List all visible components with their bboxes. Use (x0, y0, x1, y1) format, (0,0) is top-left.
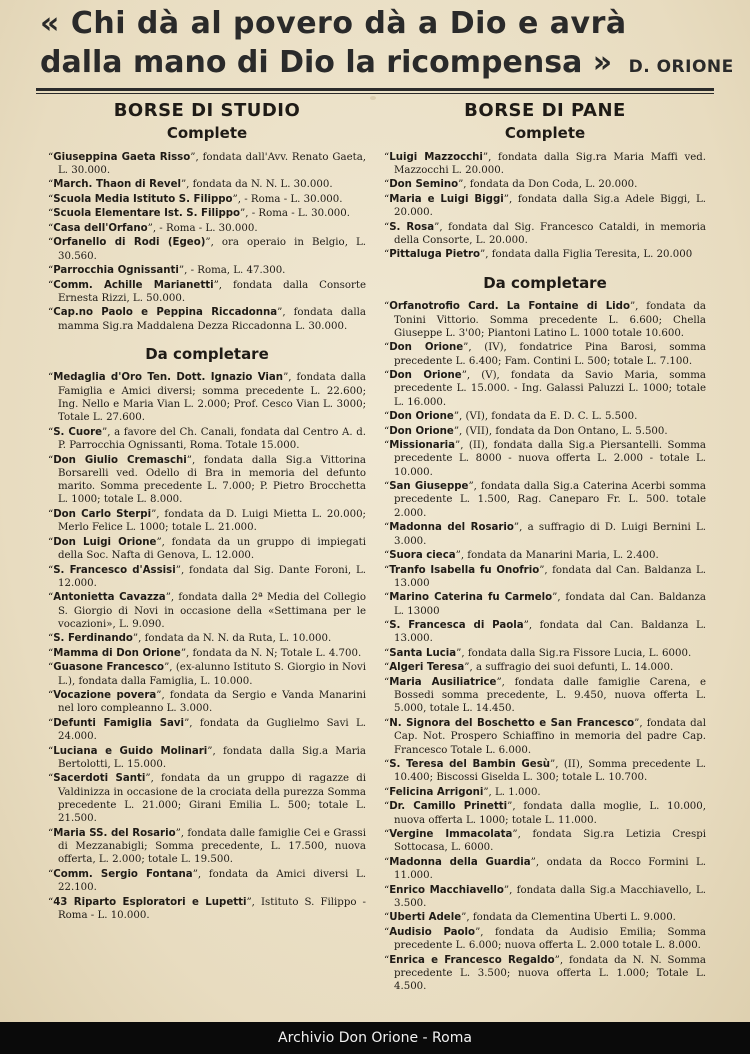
list-item: “Mamma di Don Orione”, fondata da N. N; Totale L. 4.700. (48, 647, 362, 659)
entry-name: Don Orione (389, 370, 462, 382)
entry-text: fondata da un gruppo di ragazze di Valdinizza in occasione de la crociata della purezza Somma precedente L. 21.000; Girani Emilia L. 500; totale L. 21.500. (58, 773, 366, 825)
entry-name: Enrica e Francesco Regaldo (389, 954, 555, 966)
entry-name: Algeri Teresa (389, 662, 465, 674)
entry-text: fondata da Tonini Vittorio. Somma precedente L. 6.600; Chella Giuseppe L. 3'00; Piantoni Latino L. 1000 totale 10.600. (394, 301, 706, 339)
entry-name: Maria Ausiliatrice (389, 676, 497, 688)
entry-text: (VII), fondata da Don Ontano, L. 5.500. (465, 425, 668, 437)
entry-text: fondata dalla Sig.ra Fissore Lucia, L. 6000. (467, 647, 692, 659)
quote-line-2-text: dalla mano di Dio la ricompensa » (40, 45, 613, 80)
entry-name: S. Cuore (53, 426, 103, 438)
entry-text: fondata da Clementina Uberti L. 9.000. (472, 912, 676, 924)
entry-name: Don Carlo Sterpi (53, 508, 152, 520)
list-item: “Marino Caterina fu Carmelo”, fondata dal Can. Baldanza L. 13000 (384, 592, 706, 617)
entry-text: fondata dalla Sig.a Maria Bertolotti, L. 15.000. (58, 745, 367, 770)
column-borse-di-studio (48, 100, 367, 924)
entry-text: fondata dal Sig. Dante Foroni, L. 12.000. (58, 564, 367, 589)
list-item: “Suora cieca”, fondata da Manarini Maria, L. 2.400. (384, 550, 659, 562)
entry-text: fondata dalla mamma Sig.ra Maddalena Dezza Riccadonna L. 30.000. (58, 307, 367, 332)
entry-text: (VI), fondata da E. D. C. L. 5.500. (465, 411, 638, 423)
list-item: “Cap.no Paolo e Peppina Riccadonna”, fondata dalla mamma Sig.ra Maddalena Dezza Riccadonna L. 30.000. (48, 307, 367, 332)
entry-text: ora operaio in Belgio, L. 30.560. (58, 237, 366, 262)
entry-name: Orfanello di Rodi (Egeo) (53, 237, 206, 249)
list-item: “Orfanello di Rodi (Egeo)”, ora operaio in Belgio, L. 30.560. (48, 237, 366, 262)
list-item: “Comm. Achille Marianetti”, fondata dalla Consorte Ernesta Rizzi, L. 50.000. (48, 279, 367, 304)
subsection-title-da-completare: Da completare (483, 273, 607, 292)
entry-text: fondata da N. N. da Ruta, L. 10.000. (144, 633, 332, 645)
entry-name: Maria e Luigi Biggi (389, 193, 504, 205)
entry-name: 43 Riparto Esploratori e Lupetti (53, 896, 247, 908)
list-item: “S. Francesco d'Assisi”, fondata dal Sig. Dante Foroni, L. 12.000. (48, 564, 367, 589)
entry-name: Tranfo Isabella fu Onofrio (389, 564, 540, 576)
entry-name: Uberti Adele (389, 912, 462, 924)
entry-text: fondata da un gruppo di impiegati della Soc. Nafta di Genova, L. 12.000. (58, 536, 366, 562)
entry-text: fondata dal Can. Baldanza L. 13000 (394, 592, 706, 617)
entry-name: Missionaria (389, 440, 455, 452)
entry-text: fondata da N. N. Somma precedente L. 3.500; nuova offerta L. 1.000; Totale L. 4.500. (394, 954, 706, 993)
list-item: “Luciana e Guido Molinari”, fondata dalla Sig.a Maria Bertolotti, L. 15.000. (48, 745, 367, 770)
entry-text: fondata dal Can. Baldanza L. 13.000. (394, 620, 707, 645)
entry-text: (II), fondata dalla Sig.a Piersantelli. Somma precedente L. 8000 - nuova offerta L. 2.000 - totale L. 10.000. (394, 440, 707, 478)
list-item: “Algeri Teresa”, a suffragio dei suoi defunti, L. 14.000. (384, 662, 674, 674)
entry-text: fondata dalla Figlia Teresita, L. 20.000 (491, 249, 693, 261)
list-item: “Maria SS. del Rosario”, fondata dalle famiglie Cei e Grassi di Mezzanabigli; Somma precedente, L. 17.500, nuova offerta, L. 2.000; totale L. 19.500. (48, 827, 367, 866)
list-item: “Felicina Arrigoni”, L. 1.000. (384, 786, 541, 798)
list-item: “Pittaluga Pietro”, fondata dalla Figlia Teresita, L. 20.000 (384, 249, 693, 261)
entry-name: Scuola Elementare Ist. S. Filippo (53, 208, 241, 220)
list-item: “Santa Lucia”, fondata dalla Sig.ra Fissore Lucia, L. 6000. (384, 647, 692, 659)
entry-text: fondata dal Cap. Not. Prospero Schiaffino in memoria del padre Cap. Francesco Totale L. 6.000. (394, 717, 707, 756)
entry-text: (ex-alunno Istituto S. Giorgio in Novi L.), fondata dalla Famiglia, L. 10.000. (58, 662, 366, 687)
entry-text: fondata dalla Sig.a Macchiavello, L. 3.500. (394, 884, 706, 909)
entry-name: Dr. Camillo Prinetti (389, 801, 508, 813)
quote-line-2 (40, 44, 734, 86)
entry-name: Luigi Mazzocchi (389, 151, 483, 163)
entry-text: fondata da Sergio e Vanda Manarini nel loro compleanno L. 3.000. (58, 690, 367, 715)
list-studio-complete (48, 151, 366, 333)
entry-name: San Giuseppe (389, 481, 469, 493)
entry-text: fondata da Audisio Emilia; Somma precedente L. 6.000; nuova offerta L. 2.000 totale L. 8.000. (394, 926, 706, 952)
list-item: “Madonna del Rosario”, a suffragio di D. Luigi Bernini L. 3.000. (384, 522, 706, 547)
entry-name: Cap.no Paolo e Peppina Riccadonna (53, 307, 278, 319)
list-item: “Tranfo Isabella fu Onofrio”, fondata dal Can. Baldanza L. 13.000 (384, 564, 707, 589)
entry-text: fondata dalla Sig.a Vittorina Borsarelli ved. Odello di Bra in memoria del defunto marito. Somma precedente L. 7.000; P. Pietro Brocchetta L. 1000; totale L. 8.000. (58, 454, 366, 506)
entry-text: - Roma, L. 47.300. (190, 265, 286, 277)
quote-line-1: « Chi dà al povero dà a Dio e avrà (40, 6, 627, 41)
entry-name: N. Signora del Boschetto e San Francesco (389, 717, 635, 729)
entry-text: a favore del Ch. Canali, fondata dal Centro A. d. P. Parrocchia Ognissanti, Roma. Totale 15.000. (58, 426, 367, 452)
entry-name: Guasone Francesco (53, 662, 165, 674)
subsection-title-da-completare: Da completare (145, 345, 269, 364)
entry-name: Don Giulio Cremaschi (53, 454, 187, 466)
entry-text: a suffragio dei suoi defunti, L. 14.000. (475, 662, 674, 674)
entry-text: fondata dalla Sig.a Caterina Acerbi somma precedente L. 1.500, Rag. Caneparo Fr. L. 500. totale 2.000. (394, 481, 706, 519)
list-item: “Maria Ausiliatrice”, fondata dalle famiglie Carena, e Bossedi somma precedente, L. 9.450, nuova offerta L. 5.000, totale L. 14.450. (384, 676, 706, 715)
entry-name: Don Orione (389, 411, 454, 423)
list-pane-da-completare (384, 300, 706, 993)
list-item: “43 Riparto Esploratori e Lupetti”, Istituto S. Filippo - Roma - L. 10.000. (48, 896, 366, 922)
list-item: “S. Francesca di Paola”, fondata dal Can. Baldanza L. 13.000. (384, 620, 707, 645)
entry-text: ondata da Rocco Formini L. 11.000. (394, 856, 707, 882)
list-item: “Luigi Mazzocchi”, fondata dalla Sig.ra Maria Maffi ved. Mazzocchi L. 20.000. (384, 151, 707, 176)
entry-text: fondata dalla Consorte Ernesta Rizzi, L. 50.000. (58, 279, 367, 304)
list-item: “Enrica e Francesco Regaldo”, fondata da N. N. Somma precedente L. 3.500; nuova offerta L. 1.000; Totale L. 4.500. (384, 954, 706, 993)
entry-text: fondata dalla moglie, L. 10.000, nuova offerta L. 1000; totale L. 11.000. (394, 801, 707, 826)
entry-name: Suora cieca (389, 550, 456, 562)
entry-name: S. Francesca di Paola (389, 620, 524, 632)
entry-text: fondata Sig.ra Letizia Crespi Sottocasa, L. 6000. (394, 829, 706, 854)
entry-text: a suffragio di D. Luigi Bernini L. 3.000. (394, 522, 706, 547)
list-item: “Enrico Macchiavello”, fondata dalla Sig.a Macchiavello, L. 3.500. (384, 884, 706, 909)
entry-name: Audisio Paolo (389, 926, 476, 938)
list-item: “Don Orione”, (VII), fondata da Don Ontano, L. 5.500. (384, 425, 668, 437)
list-item: “Guasone Francesco”, (ex-alunno Istituto S. Giorgio in Novi L.), fondata dalla Famiglia, L. 10.000. (48, 662, 366, 687)
entry-name: S. Ferdinando (53, 633, 133, 645)
list-item: “Medaglia d'Oro Ten. Dott. Ignazio Vian”, fondata dalla Famiglia e Amici diversi; somma precedente L. 22.600; Ing. Nello e Maria Vian L. 2.000; Prof. Cesco Vian L. 3000; Totale L. 27.600. (48, 372, 366, 424)
entry-name: Marino Caterina fu Carmelo (389, 592, 553, 604)
entry-name: Orfanotrofio Card. La Fontaine di Lido (389, 301, 630, 313)
entry-name: Felicina Arrigoni (389, 786, 484, 798)
list-item: “Don Orione”, (VI), fondata da E. D. C. L. 5.500. (384, 411, 638, 423)
entry-text: fondata da N. N; Totale L. 4.700. (192, 647, 362, 659)
list-item: “S. Ferdinando”, fondata da N. N. da Ruta, L. 10.000. (48, 633, 332, 645)
list-item: “Audisio Paolo”, fondata da Audisio Emilia; Somma precedente L. 6.000; nuova offerta L. 2.000 totale L. 8.000. (384, 926, 706, 952)
entry-name: Comm. Sergio Fontana (53, 868, 193, 880)
header-rule-thin (36, 93, 714, 94)
list-item: “Antonietta Cavazza”, fondata dalla 2ª Media del Collegio S. Giorgio di Novi in occasione della «Settimana per le vocazioni», L. 9.090. (48, 592, 367, 630)
entry-text: fondata dalla Sig.a Adele Biggi, L. 20.000. (394, 193, 706, 219)
entry-name: Santa Lucia (389, 647, 457, 659)
entry-text: fondata da D. Luigi Mietta L. 20.000; Merlo Felice L. 1000; totale L. 21.000. (58, 508, 366, 534)
entry-text: fondata da Amici diversi L. 22.100. (58, 868, 366, 894)
list-item: “Sacerdoti Santi”, fondata da un gruppo di ragazze di Valdinizza in occasione de la crociata della purezza Somma precedente L. 21.000; Girani Emilia L. 500; totale L. 21.500. (48, 773, 366, 825)
entry-name: Parrocchia Ognissanti (53, 265, 179, 277)
entry-text: fondata da Guglielmo Savi L. 24.000. (58, 717, 367, 743)
entry-name: Antonietta Cavazza (53, 592, 166, 604)
subsection-title-complete: Complete (504, 124, 586, 143)
entry-name: Scuola Media Istituto S. Filippo (53, 193, 233, 205)
entry-text: fondata dalla Famiglia e Amici diversi; somma precedente L. 22.600; Ing. Nello e Maria Vian L. 2.000; Prof. Cesco Vian L. 3000; Totale L. 27.600. (58, 372, 366, 424)
entry-text: - Roma - L. 30.000. (159, 222, 258, 234)
list-item: “Casa dell'Orfano”, - Roma - L. 30.000. (48, 222, 258, 234)
entry-name: March. Thaon di Revel (53, 179, 181, 191)
entry-text: (II), Somma precedente L. 10.400; Biscossi Giselda L. 300; totale L. 10.700. (394, 759, 706, 784)
entry-name: Vergine Immacolata (389, 829, 513, 841)
entry-text: - Roma - L. 30.000. (251, 208, 350, 220)
entry-text: - Roma - L. 30.000. (244, 193, 343, 205)
entry-name: Pittaluga Pietro (389, 249, 481, 261)
list-item: “Don Semino”, fondata da Don Coda, L. 20.000. (384, 179, 638, 191)
signature: D. ORIONE (628, 57, 734, 77)
list-item: “Don Orione”, (IV), fondatrice Pina Barosi, somma precedente L. 6.400; Fam. Contini L. 500; totale L. 7.100. (384, 342, 706, 367)
header-quote (40, 4, 734, 86)
entry-text: (IV), fondatrice Pina Barosi, somma precedente L. 6.400; Fam. Contini L. 500; totale L. 7.100. (394, 342, 706, 367)
list-item: “Don Giulio Cremaschi”, fondata dalla Sig.a Vittorina Borsarelli ved. Odello di Bra in memoria del defunto marito. Somma precedente L. 7.000; P. Pietro Brocchetta L. 1000; totale L. 8.000. (48, 454, 366, 506)
list-item: “S. Cuore”, a favore del Ch. Canali, fondata dal Centro A. d. P. Parrocchia Ognissanti, Roma. Totale 15.000. (48, 426, 367, 452)
entry-name: S. Francesco d'Assisi (53, 564, 176, 576)
list-item: “Parrocchia Ognissanti”, - Roma, L. 47.300. (48, 265, 286, 277)
entry-text: fondata dal Sig. Francesco Cataldi, in memoria della Consorte, L. 20.000. (394, 221, 707, 246)
entry-name: Madonna della Guardia (389, 856, 531, 868)
header-rule (36, 88, 714, 91)
entry-name: Vocazione povera (53, 690, 157, 702)
list-item: “Madonna della Guardia”, ondata da Rocco Formini L. 11.000. (384, 856, 707, 882)
entry-text: (V), fondata da Savio Maria, somma precedente L. 15.000. - Ing. Galassi Paluzzi L. 1000; totale L. 16.000. (394, 370, 707, 408)
list-item: “Missionaria”, (II), fondata dalla Sig.a Piersantelli. Somma precedente L. 8000 - nuova offerta L. 2.000 - totale L. 10.000. (384, 440, 707, 478)
section-title-pane: BORSE DI PANE (464, 100, 626, 121)
list-item: “Uberti Adele”, fondata da Clementina Uberti L. 9.000. (384, 912, 676, 924)
list-item: “Vergine Immacolata”, fondata Sig.ra Letizia Crespi Sottocasa, L. 6000. (384, 829, 706, 854)
list-item: “Maria e Luigi Biggi”, fondata dalla Sig.a Adele Biggi, L. 20.000. (384, 193, 706, 219)
entry-text: Istituto S. Filippo - Roma - L. 10.000. (58, 896, 366, 922)
list-item: “Don Carlo Sterpi”, fondata da D. Luigi Mietta L. 20.000; Merlo Felice L. 1000; totale L. 21.000. (48, 508, 366, 534)
entry-name: Luciana e Guido Molinari (53, 745, 208, 757)
list-item: “San Giuseppe”, fondata dalla Sig.a Caterina Acerbi somma precedente L. 1.500, Rag. Caneparo Fr. L. 500. totale 2.000. (384, 481, 706, 519)
entry-name: Don Luigi Orione (53, 536, 157, 548)
entry-name: Enrico Macchiavello (389, 884, 504, 896)
column-borse-di-pane (384, 100, 707, 995)
entry-text: fondata dall'Avv. Renato Gaeta, L. 30.000. (58, 151, 367, 176)
entry-text: fondata dalla Sig.ra Maria Maffi ved. Mazzocchi L. 20.000. (394, 151, 707, 176)
entry-text: fondata da Manarini Maria, L. 2.400. (467, 550, 659, 562)
list-item: “Scuola Elementare Ist. S. Filippo”, - Roma - L. 30.000. (48, 208, 350, 220)
list-item: “Vocazione povera”, fondata da Sergio e Vanda Manarini nel loro compleanno L. 3.000. (48, 690, 367, 715)
list-item: “Comm. Sergio Fontana”, fondata da Amici diversi L. 22.100. (48, 868, 366, 894)
entry-name: S. Rosa (389, 221, 435, 233)
entry-text: fondata dalle famiglie Carena, e Bossedi somma precedente, L. 9.450, nuova offerta L. 5.000, totale L. 14.450. (394, 676, 706, 715)
list-item: “Don Orione”, (V), fondata da Savio Maria, somma precedente L. 15.000. - Ing. Galassi Paluzzi L. 1000; totale L. 16.000. (384, 370, 707, 408)
list-studio-da-completare (48, 371, 366, 922)
list-item: “Don Luigi Orione”, fondata da un gruppo di impiegati della Soc. Nafta di Genova, L. 12.000. (48, 536, 366, 562)
entry-name: Casa dell'Orfano (53, 222, 148, 234)
list-item: “Defunti Famiglia Savi”, fondata da Guglielmo Savi L. 24.000. (48, 717, 367, 743)
entry-text: L. 1.000. (495, 786, 541, 798)
entry-name: Madonna del Rosario (389, 522, 514, 534)
subsection-title-complete: Complete (166, 124, 248, 143)
entry-name: Don Semino (389, 179, 459, 191)
entry-name: Giuseppina Gaeta Risso (53, 151, 191, 163)
entry-text: fondata da Don Coda, L. 20.000. (469, 179, 638, 191)
entry-name: Comm. Achille Marianetti (53, 279, 214, 291)
archive-footer: Archivio Don Orione - Roma (0, 1022, 750, 1054)
entry-text: fondata da N. N. L. 30.000. (192, 179, 333, 191)
entry-text: fondata dalla 2ª Media del Collegio S. Giorgio di Novi in occasione della «Settimana per le vocazioni», L. 9.090. (58, 592, 367, 630)
entry-name: Don Orione (389, 425, 454, 437)
entry-name: Medaglia d'Oro Ten. Dott. Ignazio Vian (53, 372, 284, 384)
entry-text: fondata dalle famiglie Cei e Grassi di Mezzanabigli; Somma precedente, L. 17.500, nuova offerta, L. 2.000; totale L. 19.500. (58, 827, 367, 866)
list-item: “Dr. Camillo Prinetti”, fondata dalla moglie, L. 10.000, nuova offerta L. 1000; totale L. 11.000. (384, 801, 707, 826)
entry-name: Don Orione (389, 342, 464, 354)
list-item: “Orfanotrofio Card. La Fontaine di Lido”, fondata da Tonini Vittorio. Somma precedente L. 6.600; Chella Giuseppe L. 3'00; Piantoni Latino L. 1000 totale 10.600. (384, 301, 706, 339)
list-item: “N. Signora del Boschetto e San Francesco”, fondata dal Cap. Not. Prospero Schiaffino in memoria del padre Cap. Francesco Totale L. 6.000. (384, 717, 707, 756)
entry-text: fondata dal Can. Baldanza L. 13.000 (394, 564, 707, 589)
entry-name: Maria SS. del Rosario (53, 827, 176, 839)
section-title-studio: BORSE DI STUDIO (113, 100, 301, 121)
entry-name: Defunti Famiglia Savi (53, 717, 185, 729)
list-pane-complete (384, 151, 706, 262)
list-item: “S. Rosa”, fondata dal Sig. Francesco Cataldi, in memoria della Consorte, L. 20.000. (384, 221, 707, 246)
list-item: “Giuseppina Gaeta Risso”, fondata dall'Avv. Renato Gaeta, L. 30.000. (48, 151, 367, 176)
entry-name: Mamma di Don Orione (53, 647, 181, 659)
list-item: “March. Thaon di Revel”, fondata da N. N. L. 30.000. (48, 179, 333, 191)
list-item: “Scuola Media Istituto S. Filippo”, - Roma - L. 30.000. (48, 193, 343, 205)
entry-name: Sacerdoti Santi (53, 773, 146, 785)
entry-name: S. Teresa del Bambin Gesù (389, 759, 551, 770)
list-item: “S. Teresa del Bambin Gesù”, (II), Somma precedente L. 10.400; Biscossi Giselda L. 300; totale L. 10.700. (384, 759, 706, 784)
